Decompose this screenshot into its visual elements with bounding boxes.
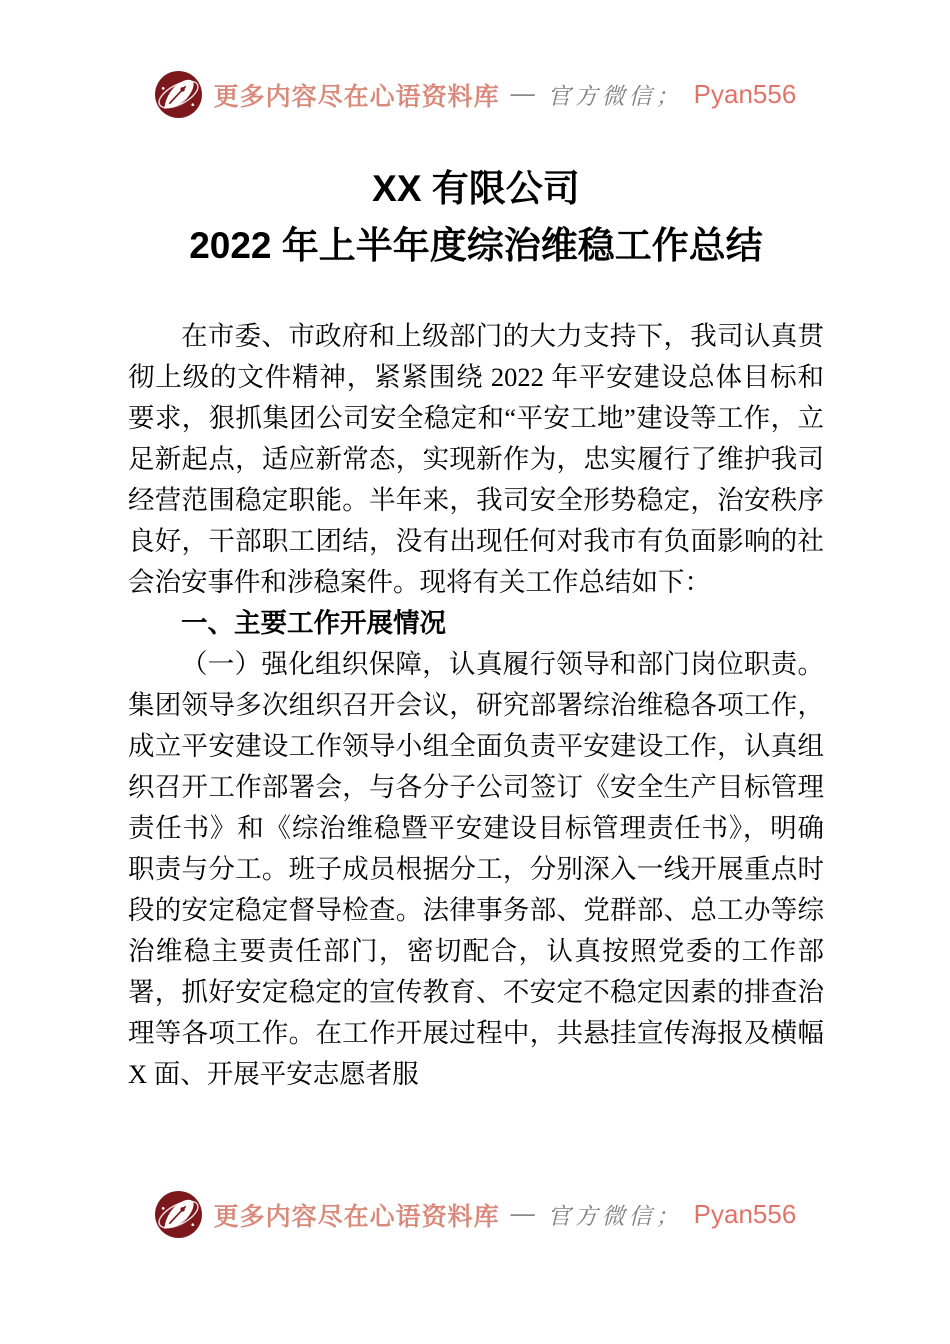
watermark-dash: — [510,1201,535,1227]
document-content [128,0,824,1095]
doc-title-company: XX 有限公司 [372,168,580,209]
watermark-wechat-label: 官方微信； [547,84,683,110]
watermark-brand-text: 更多内容尽在心语资料库 [213,83,500,111]
footer-watermark [0,1190,950,1239]
watermark-wechat-label: 官方微信； [547,1204,683,1230]
intro-paragraph: 在市委、市政府和上级部门的大力支持下，我司认真贯彻上级的文件精神，紧紧围绕 2022 年平安建设总体目标和要求，狠抓集团公司安全稳定和“平安工地”建设等工作，立足新起点，适应新常态，实现新作为，忠实履行了维护我司经营范围稳定职能。半年来，我司安全形势稳定，治安秩序良好，干部职工团结，没有出现任何对我市有负面影响的社会治安事件和涉稳案件。现将有关工作总结如下： [128,321,824,597]
section1-heading: 一、主要工作开展情况 [181,608,446,638]
section1-paragraph: （一）强化组织保障，认真履行领导和部门岗位职责。集团领导多次组织召开会议，研究部署综治维稳各项工作，成立平安建设工作领导小组全面负责平安建设工作，认真组织召开工作部署会，与各分子公司签订《安全生产目标管理责任书》和《综治维稳暨平安建设目标管理责任书》，明确职责与分工。班子成员根据分工，分别深入一线开展重点时段的安定稳定督导检查。法律事务部、党群部、总工办等综治维稳主要责任部门，密切配合，认真按照党委的工作部署，抓好安定稳定的宣传教育、不安定不稳定因素的排查治理等各项工作。在工作开展过程中，共悬挂宣传海报及横幅 X 面、开展平安志愿者服 [128,649,824,1089]
pen-circle-logo-icon [154,1190,203,1239]
watermark-brand-text: 更多内容尽在心语资料库 [213,1203,500,1231]
watermark-wechat-id: Pyan556 [693,79,797,109]
watermark-dash: — [510,81,535,107]
watermark-wechat-id: Pyan556 [693,1199,797,1229]
doc-title-subject: 2022 年上半年度综治维稳工作总结 [189,225,763,266]
